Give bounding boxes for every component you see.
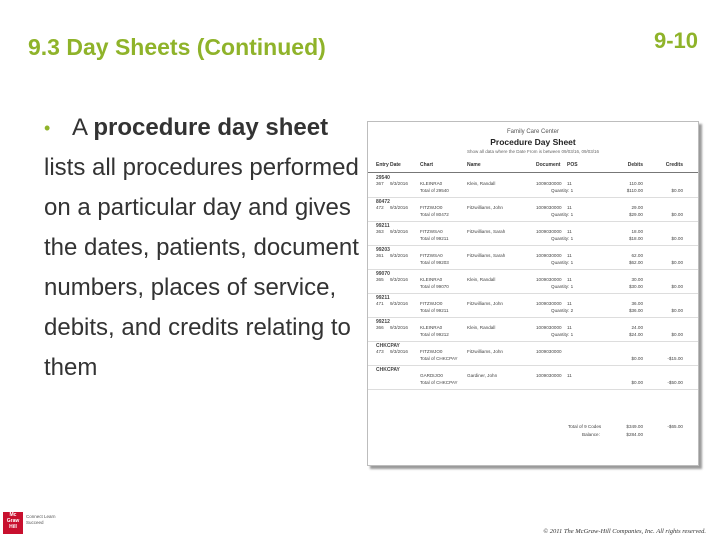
col-name: Name bbox=[467, 162, 481, 168]
col-chart: Chart bbox=[420, 162, 434, 168]
col-document: Document bbox=[536, 162, 561, 168]
table-row: 363 9/3/2016 FITZWSA0 Fitzwilliams, Sarah 1009030000 11 18.00 bbox=[376, 229, 643, 234]
procedure-code: CHKCPAY bbox=[376, 367, 400, 373]
report-group bbox=[368, 246, 698, 270]
procedure-code: 29540 bbox=[376, 175, 390, 181]
col-pos: POS bbox=[567, 162, 578, 168]
table-row: 361 9/3/2016 FITZWSA0 Fitzwilliams, Sarah 1009030000 11 62.00 bbox=[376, 253, 643, 258]
report-group bbox=[368, 366, 698, 390]
table-row-total: Total of 99211 Quantity: 2 $36.00 $0.00 bbox=[420, 308, 683, 313]
col-debits: Debits bbox=[627, 162, 643, 168]
report-group bbox=[368, 222, 698, 246]
procedure-day-sheet-report bbox=[367, 121, 699, 466]
copyright-notice: © 2011 The McGraw-Hill Companies, Inc. All rights reserved. bbox=[543, 528, 706, 535]
table-row-total: Total of CHKCPAY $0.00 -$50.00 bbox=[420, 380, 683, 385]
bullet-dot-icon: • bbox=[44, 118, 51, 138]
slide-number: 9-10 bbox=[653, 28, 698, 53]
table-row: 473 9/3/2016 FITZWJO0 Fitzwilliams, John 1009030000 bbox=[376, 349, 562, 354]
report-title: Procedure Day Sheet bbox=[490, 137, 576, 147]
col-credits: Credits bbox=[665, 162, 683, 168]
table-row-total: Total of 99212 Quantity: 1 $24.00 $0.00 bbox=[420, 332, 683, 337]
bullet-text: A procedure day sheet lists all procedures performed on a particular day and gives the dates, patients, document numbers, places of service, debits, and credits relating to them bbox=[44, 114, 359, 381]
table-row-total: Total of 99203 Quantity: 1 $62.00 $0.00 bbox=[420, 260, 683, 265]
table-row-total: Total of CHKCPAY $0.00 -$15.00 bbox=[420, 356, 683, 361]
report-group bbox=[368, 342, 698, 366]
procedure-code: 99211 bbox=[376, 223, 390, 229]
mcgraw-hill-logo bbox=[3, 508, 55, 536]
table-row-total: Total of 80472 Quantity: 1 $29.00 $0.00 bbox=[420, 212, 683, 217]
report-group bbox=[368, 270, 698, 294]
table-row: GARDIJO0 Gardiner, John 1009030000 11 bbox=[420, 373, 572, 378]
table-row: 367 9/3/2016 KLEINRA0 Klein, Randall 1009030000 11 110.00 bbox=[376, 181, 643, 186]
bullet-emphasis: procedure day sheet bbox=[93, 114, 329, 141]
col-entry: Entry bbox=[376, 162, 389, 168]
report-practice-name: Family Care Center bbox=[506, 129, 559, 135]
table-row: 366 9/3/2016 KLEINRA0 Klein, Randall 1009030000 11 24.00 bbox=[376, 325, 643, 330]
report-groups bbox=[368, 174, 698, 390]
table-row: 472 9/3/2016 FITZWJO0 Fitzwilliams, John 1009030000 11 29.00 bbox=[376, 205, 643, 210]
grand-total-row: Total of 9 Codes $349.00 -$65.00 bbox=[568, 424, 683, 429]
table-row: 365 9/3/2016 KLEINRA0 Klein, Randall 1009030000 11 30.00 bbox=[376, 277, 643, 282]
slide-title: 9.3 Day Sheets (Continued) bbox=[28, 34, 326, 60]
table-row-total: Total of 99070 Quantity: 1 $30.00 $0.00 bbox=[420, 284, 683, 289]
col-date: Date bbox=[390, 162, 401, 168]
report-group bbox=[368, 318, 698, 342]
logo-mark: Mc Graw Hill bbox=[3, 512, 23, 534]
table-row: 471 9/3/2016 FITZWJO0 Fitzwilliams, John 1009030000 11 36.00 bbox=[376, 301, 643, 306]
procedure-code: CHKCPAY bbox=[376, 343, 400, 349]
logo-tagline: Connect Learn Succeed bbox=[26, 514, 56, 525]
report-column-headers bbox=[368, 162, 698, 173]
procedure-code: 99203 bbox=[376, 247, 390, 253]
bullet-paragraph bbox=[44, 108, 364, 388]
table-row-total: Total of 29540 Quantity: 1 $110.00 $0.00 bbox=[420, 188, 683, 193]
procedure-code: 99070 bbox=[376, 271, 390, 277]
table-row-total: Total of 99211 Quantity: 1 $18.00 $0.00 bbox=[420, 236, 683, 241]
report-group bbox=[368, 294, 698, 318]
balance-row: Balance: $284.00 bbox=[582, 432, 643, 437]
procedure-code: 99212 bbox=[376, 319, 390, 325]
report-group bbox=[368, 174, 698, 198]
report-group bbox=[368, 198, 698, 222]
procedure-code: 80472 bbox=[376, 199, 390, 205]
procedure-code: 99211 bbox=[376, 295, 390, 301]
report-subtitle: Show all data where the Date From is between 09/03/16, 09/03/16 bbox=[466, 149, 600, 154]
